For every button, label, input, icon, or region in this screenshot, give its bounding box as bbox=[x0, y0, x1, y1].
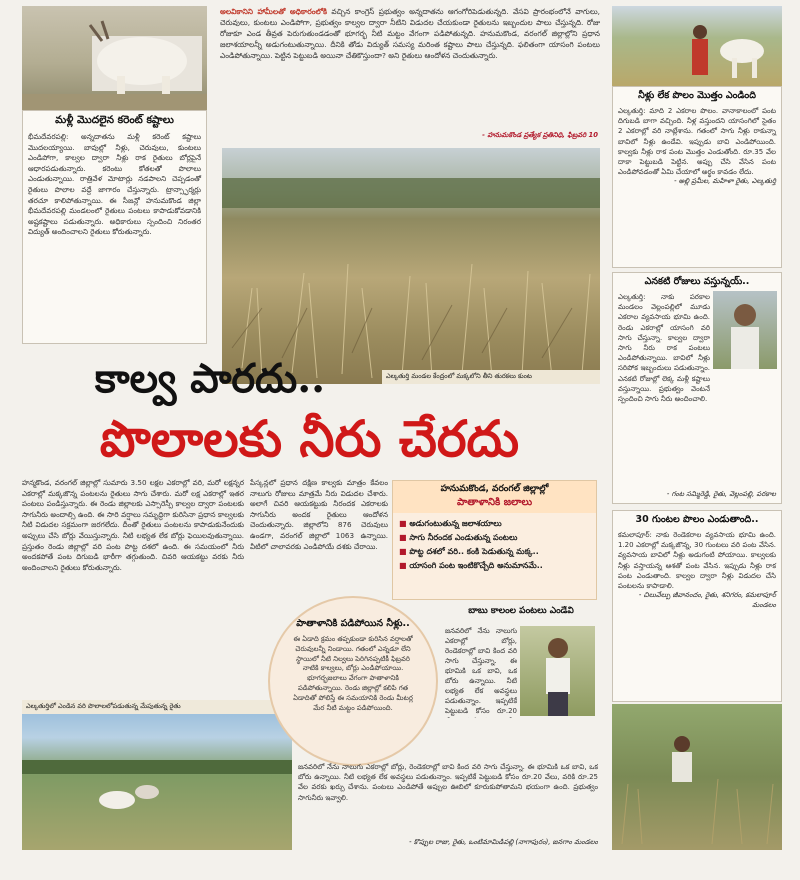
bottom-center-text bbox=[298, 762, 598, 838]
info-box-title bbox=[393, 481, 596, 513]
right-box-3 bbox=[612, 510, 782, 702]
circle-text: ఈ ఏడాది క్రమం తప్పకుండా కురిసిన వర్షాలతో చెరువులన్నీ నిండాయి. గతంలో ఎన్నడూ లేని స్థాయిలో నీటి నిల్వలు పెరిగినప్పటికీ ఫిబ్రవరి నాటికి కాల్వలు, బోర్లు ఎండిపోయాయి. భూగర్భజలాలు వేగంగా పాతాళానికి పడిపోతున్నాయి. రెండు జిల్లాల్లో కలిపి గత ఏడాదితో పోలిస్తే ఈ సమయానికి రెండు మీటర్ల మేర నీటి మట్టం పడిపోయింది. bbox=[293, 635, 413, 712]
left-photo-caption: ఎల్కతుర్తిలో ఎండిన వరి పొలాలలోపడుతున్న మేపుతున్న రైతు bbox=[22, 700, 292, 714]
info-bullet: ■ సాగు నీరందక ఎండుతున్న పంటలు bbox=[399, 533, 518, 542]
right-box2-credit: - గంట సమ్మిరెడ్డి, రైతు, వెల్లంపల్లి, పరకాల bbox=[666, 490, 776, 498]
info-title-line2: పాతాళానికి జలాలు bbox=[456, 497, 533, 508]
right-box-1 bbox=[612, 86, 782, 268]
center-photo-caption: ఎల్కతుర్తి మండల కేంద్రంలో మక్కలోని తీని తురకలు కుంట bbox=[382, 370, 600, 384]
right-box2-text: ఎల్కతుర్తి: నాకు పరకాల మండలం వెల్లంపల్లిలో మూడు ఎకరాల వ్యవసాయ భూమి ఉంది. రెండు ఎకరాల్లో యాసంగి వరి సాగు చేస్తున్నా. కాల్వల ద్వారా సాగు నీరు రాక పంటలు ఎండిపోతున్నాయి. బావిలో నీళ్లు సరిపోక ఇబ్బందులు పడుతున్నాం. ఎనకటి రోజుల్లో లెక్క మళ్లీ కష్టాలు వస్తున్నాయి. ప్రభుత్వం వెంటనే స్పందించి సాగు నీరు అందించాలి. bbox=[618, 293, 710, 404]
info-bullet: ■ యాసంగి పంట ఇంటికొచ్చేది అనుమానమే.. bbox=[399, 561, 543, 570]
right-box-2 bbox=[612, 272, 782, 504]
farmer-box-title: బాబు కాలంల పంటలు ఎండేవి bbox=[468, 606, 574, 616]
circle-title: పాతాళానికి పడిపోయిన నీళ్లు.. bbox=[296, 618, 410, 629]
farmer-portrait-illustration bbox=[520, 626, 595, 716]
left-top-photo bbox=[22, 6, 207, 110]
right-box3-credit: - చిలువేల్పు జీవానందం, రైతు, శనిగరం, కమలాపూర్ మండలం bbox=[638, 591, 776, 610]
center-mid-text: పేస్కన్లలో ప్రధాన దక్షిణ కాల్వకు మాత్రం కేవలం నాలుగు రోజులు మాత్రమే నీరు విడుదల చేశారు. అలాగే చివరి ఆయకట్టుకు నీరందక ఎకరాలకు సాగునీరు అందక రైతులు ఆందోళన చెందుతున్నారు. జిల్లాలోని 876 చెరువులు ఉండగా, వరంగల్ జిల్లాలో 1063 ఉన్నాయి. వీటిలో చాలావరకు ఎండిపోయే దశకు చేరాయి. bbox=[250, 478, 388, 551]
right-box2-header: ఎనకటి రోజులు వస్తున్నయ్.. bbox=[644, 276, 750, 287]
left-body-text: హన్మకొండ, వరంగల్ జిల్లాల్లో సుమారు 3.50 లక్షల ఎకరాల్లో వరి, మరో లక్షన్నర ఎకరాల్లో మక్కజొన్న పంటలను రైతులు సాగు చేశారు. మరో లక్ష ఎకరాల్లో ఇతర పంటలు పండిస్తున్నారు. ఈ రెండు జిల్లాలకు ఎస్సారెస్పీ కాల్వల ద్వారా పంటలకు సాగునీరు అందాల్సి ఉంది. ఈ సారి వర్షాలు సమృద్ధిగా కురిసినా ప్రధాన కాల్వలకు నీటి విడుదల సక్రమంగా జరగలేదు. దీంతో రైతులు పంటలను కాపాడుకునేందుకు అప్పులు చేసి బోర్లు వేయిస్తున్నారు. నీటి లభ్యత లేక బోర్లు ఫెయిలవుతున్నాయి. ప్రస్తుతం రెండు జిల్లాల్లో వరి పంట పొట్ట దశలో ఉంది. ఈ సమయంలో నీరు అందకపోతే పంట దిగుబడి భారీగా తగ్గుతుంది. చివరి ఆయకట్టు వరకు నీరు అందించాలని రైతులు కోరుతున్నారు. bbox=[22, 478, 244, 572]
farmer-crop-illustration bbox=[612, 704, 782, 850]
right-box1-text: ఎల్కతుర్తి: మాది 2 ఎకరాల పొలం. వానాకాలంలో పంట దిగుబడి బాగా వచ్చింది. నీళ్ల వస్తుందని యాసంగిలో సైతం 2 ఎకరాల్లో వరి నాట్లేశాను. గతంలో సాగు నీళ్లు రాకున్నా బావిలో నీళ్లు ఉండేవి. ఇప్పుడు బావి ఎండిపోయింది. కాల్వకు నీళ్లు రాక పంట మొత్తం ఎండుతోంది. రూ.35 వేల దాకా పెట్టుబడి పెట్టిన. అప్పు చేసి వేసిన పంట ఎండిపోవడంతో ఏమి చేయాలో అర్థం కావడం లేదు. bbox=[618, 107, 776, 177]
headline-line1: కాల్వ పారదు.. bbox=[94, 355, 326, 402]
info-box bbox=[392, 480, 597, 600]
farmer-text: జనవరిలో నేను నాలుగు ఎకరాల్లో బోర్లు, రెండెకరాల్లో బావి కింద వరి సాగు చేస్తున్నా. ఈ భూమికి ఒక బావి, ఒక బోరు ఉన్నాయి. నీటి లభ్యత లేక అవస్థలు పడుతున్నాం. ఇప్పటికే పెట్టుబడి కోసం రూ.20 bbox=[445, 627, 517, 715]
right-box1-header: నీళ్లు లేక పొలం మొత్తం ఎండింది bbox=[638, 90, 756, 101]
farmer-text-cont: జనవరిలో నేను నాలుగు ఎకరాల్లో బోర్లు, రెండెకరాల్లో బావి కింద వరి సాగు చేస్తున్నా. ఈ భూమికి ఒక బావి, ఒక బోరు ఉన్నాయి. నీటి లభ్యత లేక అవస్థలు పడుతున్నాం. ఇప్పటికే పెట్టుబడి కోసం రూ.20 వేలు, వరికి రూ.25 వేల వరకు ఖర్చు చేశాను. పంటలు ఎండిపోతే అప్పుల ఊబిలో కూరుకుపోతామని భయంగా ఉంది. ప్రభుత్వం సాగునీరు ఇవ్వాలి. bbox=[298, 763, 598, 802]
circle-callout bbox=[268, 596, 438, 766]
center-byline: - హనుమకొండ ప్రత్యేక ప్రతినిధి, ఫిబ్రవరి 10 bbox=[482, 131, 598, 139]
dry-field-illustration bbox=[222, 148, 600, 384]
right-box3-text: కమలాపూర్: నాకు రెండెకరాల వ్యవసాయ భూమి ఉంది. 1.20 ఎకరాల్లో మక్కజొన్న, 30 గుంటలు వరి పంట వేసిన. వ్యవసాయ బావిలో నీళ్లు అడుగంటి పోయాయి. కాల్వలకు నీళ్లు వస్తాయన్న ఆశతో పంట వేసిన. ఇప్పుడు నీళ్లు రాక పంట ఎండుతాంది. కాల్వల ద్వారా నీళ్లు విడుదల చేసి పంటలను కాపాడాలి. bbox=[618, 531, 776, 591]
info-bullet: ■ అడుగంటుతున్న జలాశయాలు bbox=[399, 519, 502, 528]
headline-line2: పొలాలకు నీరు చేరదు bbox=[99, 409, 520, 468]
info-bullet: ■ పొట్ట దశలో వరి.. కంకి పెడుతున్న మక్క.. bbox=[399, 547, 539, 556]
farmer-photo bbox=[520, 626, 595, 716]
right-top-photo bbox=[612, 6, 782, 86]
left-story-box bbox=[22, 110, 207, 344]
right-box3-header: 30 గుంటల పొలం ఎండుతాంది.. bbox=[635, 514, 759, 525]
right-bottom-photo bbox=[612, 704, 782, 850]
left-story-header: మళ్లీ మొదలైన కరెంట్ కష్టాలు bbox=[55, 114, 174, 126]
left-story-text: భీమదేవరపల్లి: అన్నదాతను మళ్లీ కరెంట్ కష్టాలు మొదలయ్యాయి. బావుల్లో నీళ్లు, చెరువులు, కుంటలు ఎండిపోగా, కాల్వల ద్వారా నీళ్లు రాక రైతులు బోర్లపైనే ఆధారపడుతున్నారు. కరెంటు కోతలతో పొలాలు ఎండుతున్నాయి. రాత్రివేళ మోటార్లు నడపాలని చెప్పడంతో రైతులు పొలాల వద్దే జాగారం చేస్తున్నారు. ట్రాన్స్ఫార్మర్లు తరచూ కాలిపోతున్నాయి. ఈ సీజన్లో హనుమకొండ జిల్లా భీమదేవరపల్లి మండలంలో రైతులు పంటలు కాపాడుకోవడానికి అష్టకష్టాలు పడుతున్నారు. అధికారులు స్పందించి నిరంతర విద్యుత్ అందించాలని రైతులు కోరుతున్నారు. bbox=[28, 132, 201, 237]
center-intro bbox=[220, 6, 600, 124]
elder-farmer-illustration bbox=[713, 291, 777, 369]
cattle-field-illustration bbox=[22, 700, 292, 850]
farmer-credit: - కొప్పుల రాజు, రైతు, ఒంటిమామిడిపల్లి (నాగాపురం), జనగాం మండలం bbox=[409, 838, 598, 846]
elder-farmer-photo bbox=[713, 291, 777, 369]
center-main-photo bbox=[222, 148, 600, 384]
intro-text: వచ్చిన కాంగ్రెస్ ప్రభుత్వం అన్నదాతను ఆగంగోరిపెడుతున్నది. వేసవి ప్రారంభంలోనే వాగులు, చెరువులు, కుంటలు ఎండిపోగా, ప్రభుత్వం కాల్వల ద్వారా నీటిని విడుదల చేయకుండా రైతులను ఇబ్బందుల పాలు చేస్తున్నది. రోజు రోజుకూ ఎండ తీవ్రత పెరుగుతుండడంతో భూగర్భ నీటి మట్టం వేగంగా పడిపోతున్నది. హనుమకొండ, వరంగల్ జిల్లాల్లోని ప్రధాన జలాశయాలన్నీ అడుగంటుతున్నాయి. దీనికి తోడు విద్యుత్ సమస్య మరింత కష్టాలు పాలు చేస్తున్నది. ఫలితంగా యాసంగి పంటలు ఎండిపోతున్నాయి. పెట్టిన పెట్టుబడి అయినా చేతికొస్తుందా? అని రైతులు ఆందోళన చెందుతున్నారు. bbox=[220, 7, 600, 60]
intro-lead: అలవికానిని హామీలతో అధికారంలోకి bbox=[220, 7, 328, 16]
right-box1-credit: - అల్లి ప్రమీల, మహిళా రైతు, ఎల్కతుర్తి bbox=[674, 177, 776, 186]
info-title-line1: హనుమకొండ, వరంగల్ జిల్లాల్లో bbox=[440, 484, 549, 494]
woman-cow-illustration bbox=[612, 6, 782, 86]
cattle-illustration bbox=[22, 6, 207, 110]
left-bottom-photo bbox=[22, 700, 292, 850]
